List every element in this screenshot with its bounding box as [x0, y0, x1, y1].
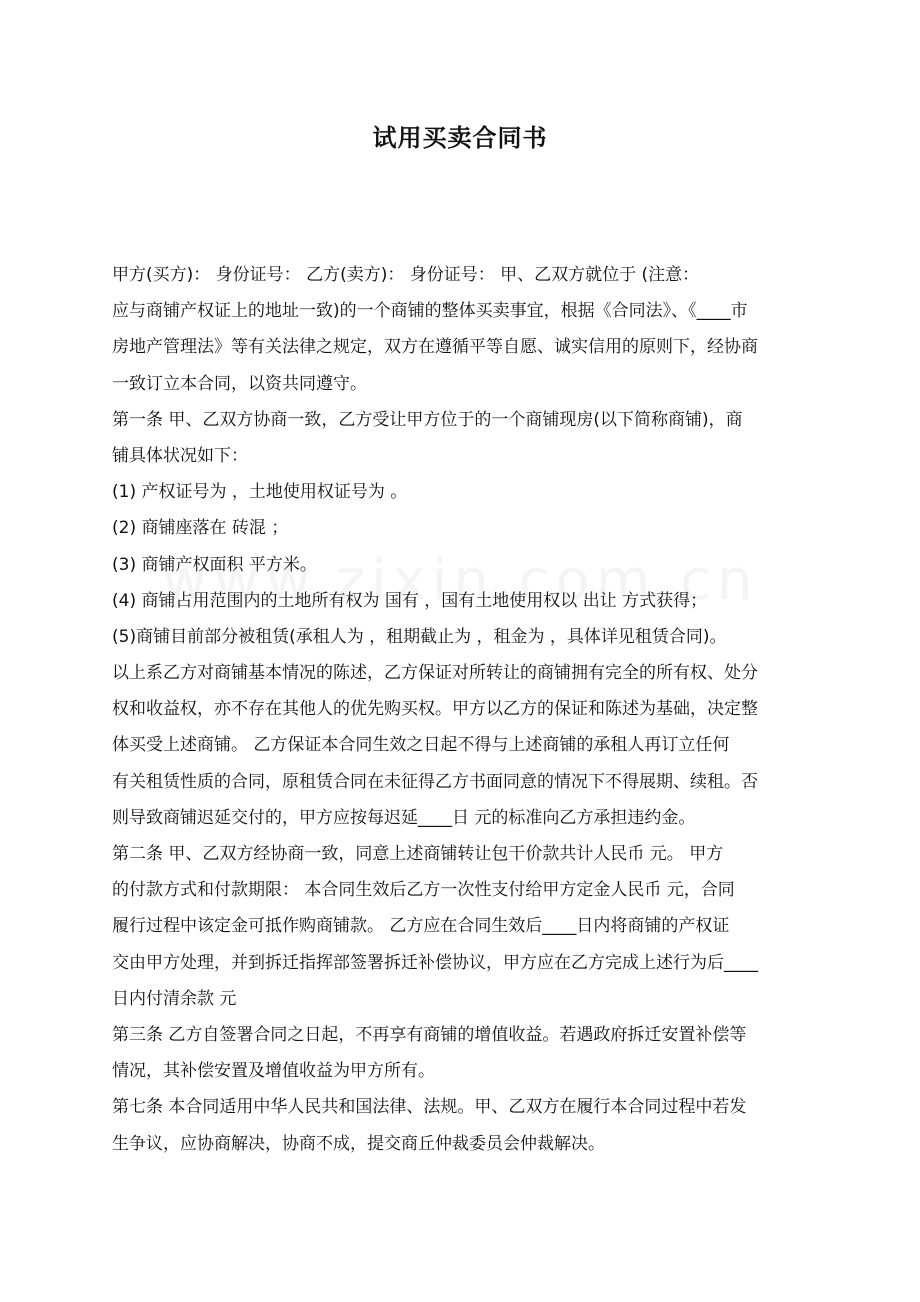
body-line: 铺具体状况如下： — [112, 445, 248, 466]
body-line: (2) 商铺座落在 砖混 ； — [112, 518, 289, 539]
body-line: (4) 商铺占用范围内的土地所有权为 国有 ，国有土地使用权以 出让 方式获得； — [112, 590, 708, 611]
body-line: 体买受上述商铺。 乙方保证本合同生效之日起不得与上述商铺的承租人再订立任何 — [112, 735, 730, 756]
contract-body — [112, 257, 812, 1162]
body-line: 有关租赁性质的合同，原租赁合同在未征得乙方书面同意的情况下不得展期、续租。否 — [112, 771, 758, 792]
body-line: 生争议，应协商解决，协商不成，提交商丘仲裁委员会仲裁解决。 — [112, 1133, 605, 1154]
page-title: 试用买卖合同书 — [372, 124, 548, 152]
body-line: 情况，其补偿安置及增值收益为甲方所有。 — [112, 1061, 435, 1082]
body-line: 则导致商铺迟延交付的，甲方应按每迟延____日 元的标准向乙方承担违约金。 — [112, 807, 696, 828]
body-line: 第二条 甲、乙双方经协商一致，同意上述商铺转让包干价款共计人民币 元。 甲方 — [112, 844, 724, 864]
body-line: (5)商铺目前部分被租赁(承租人为 ，租期截止为 ，租金为 ，具体详见租赁合同)。 — [112, 626, 727, 647]
body-line: 履行过程中该定金可抵作购商铺款。 乙方应在合同生效后____日内将商铺的产权证 — [112, 916, 730, 937]
body-line: 一致订立本合同，以资共同遵守。 — [112, 373, 367, 394]
body-line: 甲方(买方)： 身份证号： 乙方(卖方)： 身份证号： 甲、乙双方就位于 (注意： — [112, 265, 700, 285]
body-line: 第七条 本合同适用中华人民共和国法律、法规。甲、乙双方在履行本合同过程中若发 — [112, 1097, 747, 1118]
body-line: 交由甲方处理，并到拆迁指挥部签署拆迁补偿协议，甲方应在乙方完成上述行为后____ — [112, 952, 758, 973]
body-line: (1) 产权证号为 ，土地使用权证号为 。 — [112, 482, 408, 503]
body-line: 权和收益权，亦不存在其他人的优先购买权。甲方以乙方的保证和陈述为基础，决定整 — [112, 699, 758, 720]
body-line: 的付款方式和付款期限： 本合同生效后乙方一次性支付给甲方定金人民币 元，合同 — [112, 880, 735, 901]
body-line: 第一条 甲、乙双方协商一致，乙方受让甲方位于的一个商铺现房(以下简称商铺)，商 — [112, 409, 743, 430]
body-line: (3) 商铺产权面积 平方米。 — [112, 554, 317, 575]
body-line: 日内付清余款 元 — [112, 988, 237, 1009]
body-line: 第三条 乙方自签署合同之日起，不再享有商铺的增值收益。若遇政府拆迁安置补偿等 — [112, 1024, 747, 1045]
body-line: 房地产管理法》等有关法律之规定，双方在遵循平等自愿、诚实信用的原则下，经协商 — [112, 337, 758, 358]
body-line: 以上系乙方对商铺基本情况的陈述，乙方保证对所转让的商铺拥有完全的所有权、处分 — [112, 663, 758, 684]
body-line: 应与商铺产权证上的地址一致)的一个商铺的整体买卖事宜，根据《合同法》、《____市 — [112, 301, 748, 322]
